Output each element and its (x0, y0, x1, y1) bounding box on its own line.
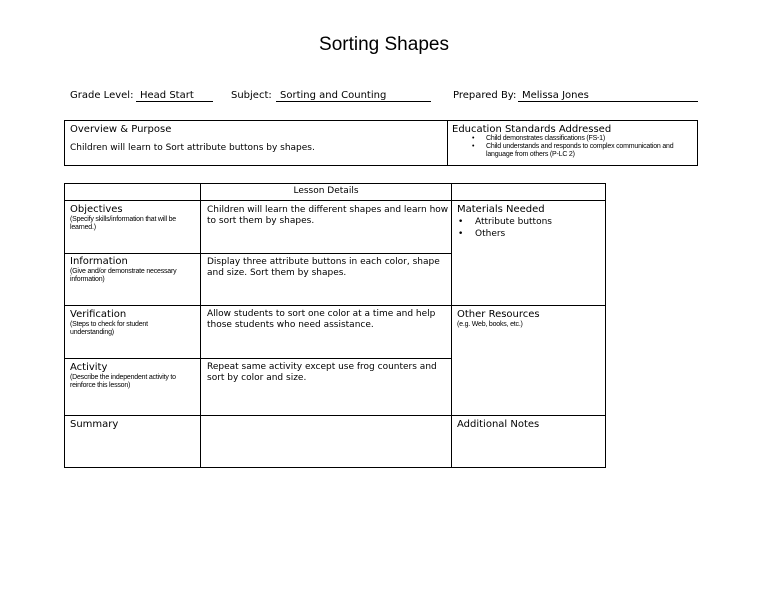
verification-label: Verification (70, 309, 127, 320)
grade-level-label: Grade Level: (70, 90, 134, 101)
information-detail: Display three attribute buttons in each color, shape and size. Sort them by shapes. (207, 257, 440, 278)
standard-text: Child understands and responds to complex communication and language from others (P-LC 2) (486, 143, 674, 158)
objectives-label: Objectives (70, 204, 123, 215)
objectives-detail: Children will learn the different shapes and learn how to sort them by shapes. (207, 205, 449, 226)
list-item (448, 135, 693, 143)
activity-hint: (Describe the independent activity to reinforce this lesson) (70, 374, 176, 389)
column-divider-2 (451, 183, 452, 468)
material-text: Attribute buttons (475, 217, 552, 227)
subject-field: Sorting and Counting (276, 90, 431, 102)
bullet-icon: • (458, 229, 464, 239)
activity-label: Activity (70, 362, 108, 373)
page-title: Sorting Shapes (319, 34, 449, 55)
verification-detail: Allow students to sort one color at a time and help those students who need assistance. (207, 309, 436, 330)
row-divider-4 (64, 415, 606, 416)
row-divider-1 (64, 253, 452, 254)
prepared-by-label: Prepared By: (453, 90, 517, 101)
notes-heading: Additional Notes (457, 419, 540, 430)
grade-level-field: Head Start (136, 90, 213, 102)
list-item (458, 216, 603, 228)
materials-list (458, 216, 603, 240)
lesson-details-header: Lesson Details (293, 186, 359, 196)
activity-detail: Repeat same activity except use frog counters and sort by color and size. (207, 362, 437, 383)
column-divider-1 (200, 183, 201, 468)
row-divider-header (64, 200, 606, 201)
objectives-hint: (Specify skills/information that will be learned.) (70, 216, 176, 231)
row-divider-3 (64, 358, 452, 359)
summary-label: Summary (70, 419, 119, 430)
prepared-by-field: Melissa Jones (518, 90, 698, 102)
information-label: Information (70, 256, 128, 267)
material-text: Others (475, 229, 506, 239)
resources-hint: (e.g. Web, books, etc.) (457, 321, 523, 328)
bullet-icon: • (458, 217, 464, 227)
information-hint: (Give and/or demonstrate necessary information) (70, 268, 177, 283)
row-divider-2 (64, 305, 606, 306)
overview-text: Children will learn to Sort attribute buttons by shapes. (70, 143, 315, 153)
subject-label: Subject: (231, 90, 272, 101)
list-item (448, 143, 693, 159)
standards-heading: Education Standards Addressed (452, 124, 612, 135)
list-item (458, 228, 603, 240)
materials-heading: Materials Needed (457, 204, 545, 215)
bullet-icon: • (472, 135, 475, 142)
standard-text: Child demonstrates classifications (FS-1) (486, 135, 606, 142)
resources-heading: Other Resources (457, 309, 540, 320)
standards-list (448, 135, 693, 159)
verification-hint: (Steps to check for student understanding) (70, 321, 148, 336)
bullet-icon: • (472, 143, 475, 150)
overview-heading: Overview & Purpose (70, 124, 172, 135)
